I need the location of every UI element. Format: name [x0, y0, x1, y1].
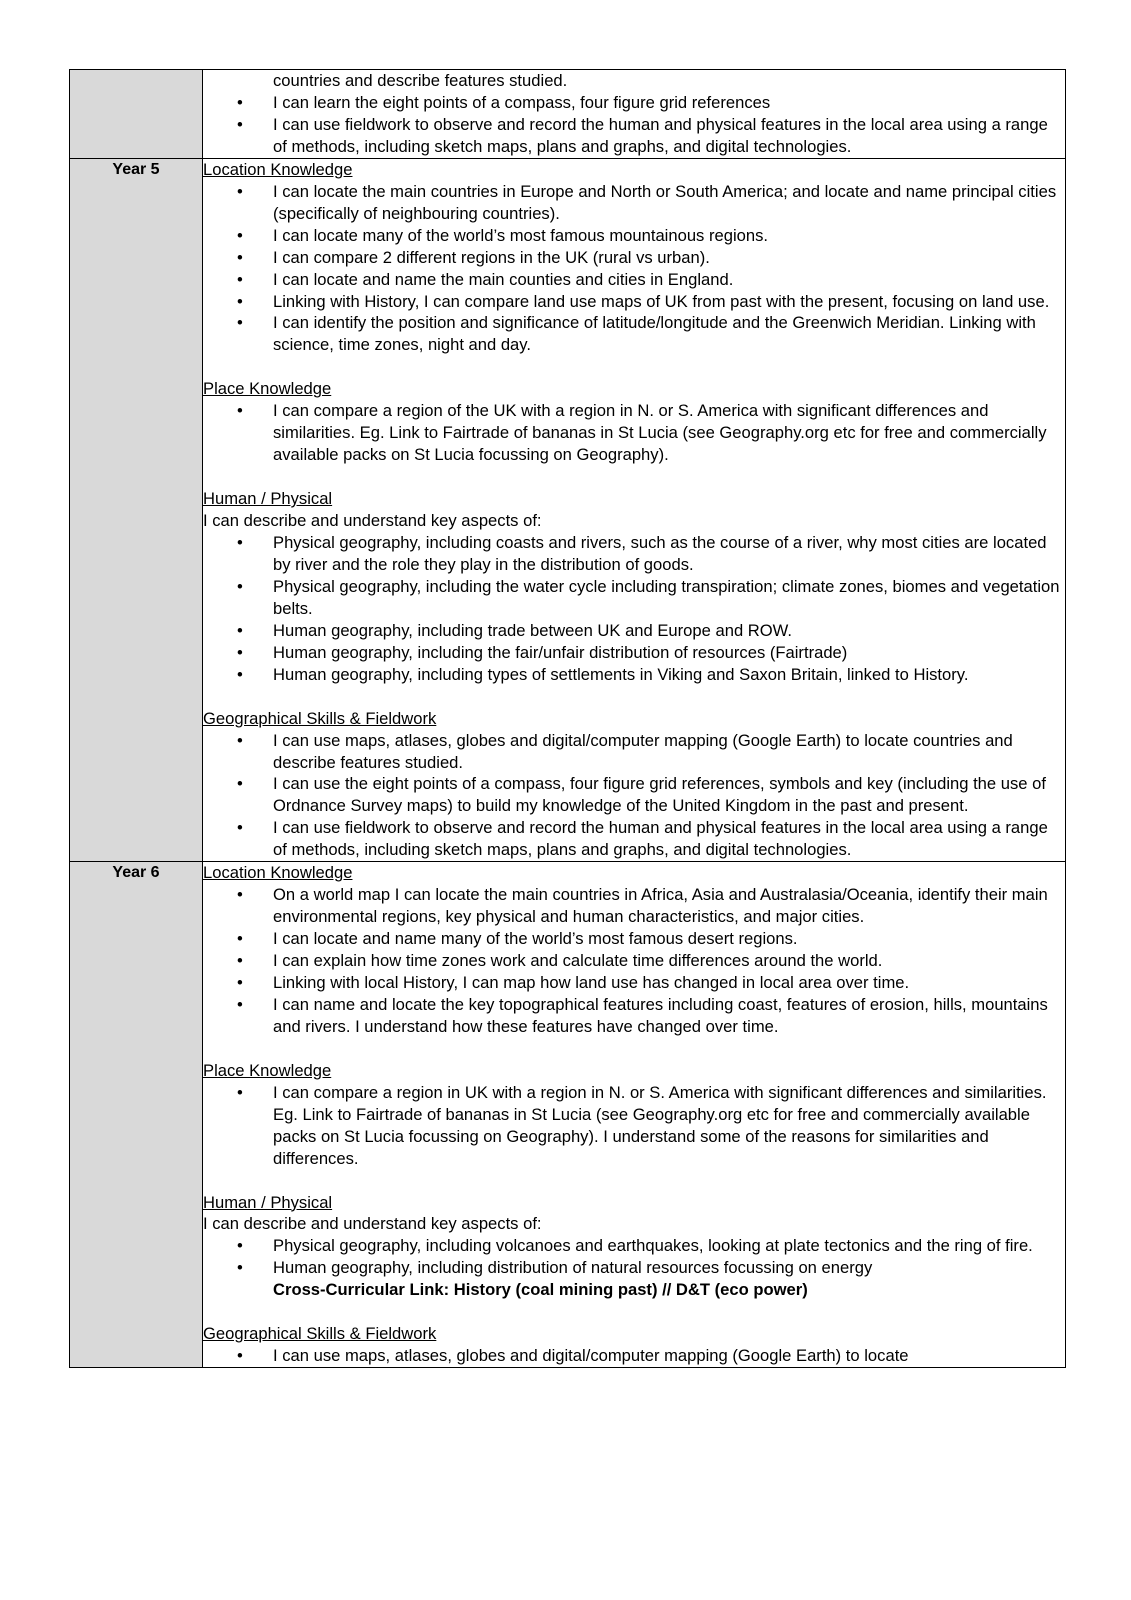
content-cell: [203, 862, 1066, 1368]
list-item: • Physical geography, including the water cycle including transpiration; climate zones, biomes and vegetation belts.: [203, 576, 1065, 620]
year-cell: [70, 70, 203, 159]
list-item: • I can locate the main countries in Europe and North or South America; and locate and name principal cities (specifically of neighbouring countries).: [203, 181, 1065, 225]
curriculum-table: [69, 69, 1066, 1368]
section-heading: Human / Physical: [203, 489, 333, 509]
list-item: • Human geography, including the fair/unfair distribution of resources (Fairtrade): [203, 642, 1065, 664]
list-item: • Physical geography, including coasts and rivers, such as the course of a river, why most cities are located by river and the role they play in the distribution of goods.: [203, 532, 1065, 576]
table-row-year-5: [70, 158, 1066, 861]
bullet-list: [203, 92, 1065, 158]
list-item: • I can compare a region of the UK with a region in N. or S. America with significant differences and similarities. Eg. Link to Fairtrade of bananas in St Lucia (see Geography.org etc for free and commercially available packs on St Lucia focussing on Geography).: [203, 400, 1065, 466]
list-item: • I can locate and name many of the world’s most famous desert regions.: [203, 928, 1065, 950]
year-cell: Year 5: [70, 158, 203, 861]
list-item: • I can learn the eight points of a compass, four figure grid references: [203, 92, 1065, 114]
bullet-list: [203, 1082, 1065, 1170]
bullet-list: [203, 400, 1065, 466]
list-item: • I can use the eight points of a compass, four figure grid references, symbols and key (including the use of Ordnance Survey maps) to build my knowledge of the United Kingdom in the past and present.: [203, 773, 1065, 817]
list-item: • I can explain how time zones work and calculate time differences around the world.: [203, 950, 1065, 972]
list-item: • I can locate and name the main counties and cities in England.: [203, 269, 1065, 291]
section-intro: I can describe and understand key aspects of:: [203, 511, 542, 531]
year-cell: Year 6: [70, 862, 203, 1368]
table-row-year-6: [70, 862, 1066, 1368]
list-item-text: Human geography, including distribution of natural resources focussing on energy: [273, 1258, 873, 1278]
list-item: • I can use maps, atlases, globes and digital/computer mapping (Google Earth) to locate: [203, 1345, 1065, 1367]
list-item: • I can identify the position and significance of latitude/longitude and the Greenwich Meridian. Linking with science, time zones, night and day.: [203, 312, 1065, 356]
list-item: [203, 1257, 1065, 1301]
bullet-list: [203, 181, 1065, 357]
section-heading: Location Knowledge: [203, 159, 353, 179]
list-item: • I can compare a region in UK with a region in N. or S. America with significant differences and similarities. Eg. Link to Fairtrade of bananas in St Lucia (see Geography.org etc for free and commercially available packs on St Lucia focussing on Geography). I understand some of the reasons for similarities and differences.: [203, 1082, 1065, 1170]
section-heading: Geographical Skills & Fieldwork: [203, 1324, 437, 1344]
section-heading: Human / Physical: [203, 1192, 333, 1212]
bullet-list: [203, 730, 1065, 862]
section-intro: I can describe and understand key aspects of:: [203, 1214, 542, 1234]
list-item: • I can use fieldwork to observe and record the human and physical features in the local area using a range of methods, including sketch maps, plans and graphs, and digital technologies.: [203, 114, 1065, 158]
list-item: • I can use maps, atlases, globes and digital/computer mapping (Google Earth) to locate countries and describe features studied.: [203, 730, 1065, 774]
list-item: • I can name and locate the key topographical features including coast, features of erosion, hills, mountains and rivers. I understand how these features have changed over time.: [203, 994, 1065, 1038]
section-heading: Location Knowledge: [203, 863, 353, 883]
list-item: • I can locate many of the world’s most famous mountainous regions.: [203, 225, 1065, 247]
list-item: • On a world map I can locate the main countries in Africa, Asia and Australasia/Oceania, identify their main environmental regions, key physical and human characteristics, and major cities.: [203, 884, 1065, 928]
section-heading: Place Knowledge: [203, 1060, 332, 1080]
table-row-continuation: [70, 70, 1066, 159]
bullet-list: [203, 1345, 1065, 1367]
bullet-list: [203, 70, 1065, 92]
list-item: • Human geography, including trade between UK and Europe and ROW.: [203, 620, 1065, 642]
bullet-list: [203, 884, 1065, 1038]
list-item: countries and describe features studied.: [273, 71, 568, 90]
cross-curricular-link: Cross-Curricular Link: History (coal mining past) // D&T (eco power): [273, 1280, 808, 1300]
content-cell: [203, 70, 1066, 159]
bullet-list: [203, 1235, 1065, 1301]
list-item: • I can compare 2 different regions in the UK (rural vs urban).: [203, 247, 1065, 269]
list-item: • Human geography, including types of settlements in Viking and Saxon Britain, linked to History.: [203, 664, 1065, 686]
bullet-list: [203, 532, 1065, 686]
list-item: • Linking with History, I can compare land use maps of UK from past with the present, focusing on land use.: [203, 291, 1065, 313]
section-heading: Place Knowledge: [203, 379, 332, 399]
section-heading: Geographical Skills & Fieldwork: [203, 708, 437, 728]
list-item: • Linking with local History, I can map how land use has changed in local area over time.: [203, 972, 1065, 994]
content-cell: [203, 158, 1066, 861]
list-item: • Physical geography, including volcanoes and earthquakes, looking at plate tectonics and the ring of fire.: [203, 1235, 1065, 1257]
list-item: • I can use fieldwork to observe and record the human and physical features in the local area using a range of methods, including sketch maps, plans and graphs, and digital technologies.: [203, 817, 1065, 861]
